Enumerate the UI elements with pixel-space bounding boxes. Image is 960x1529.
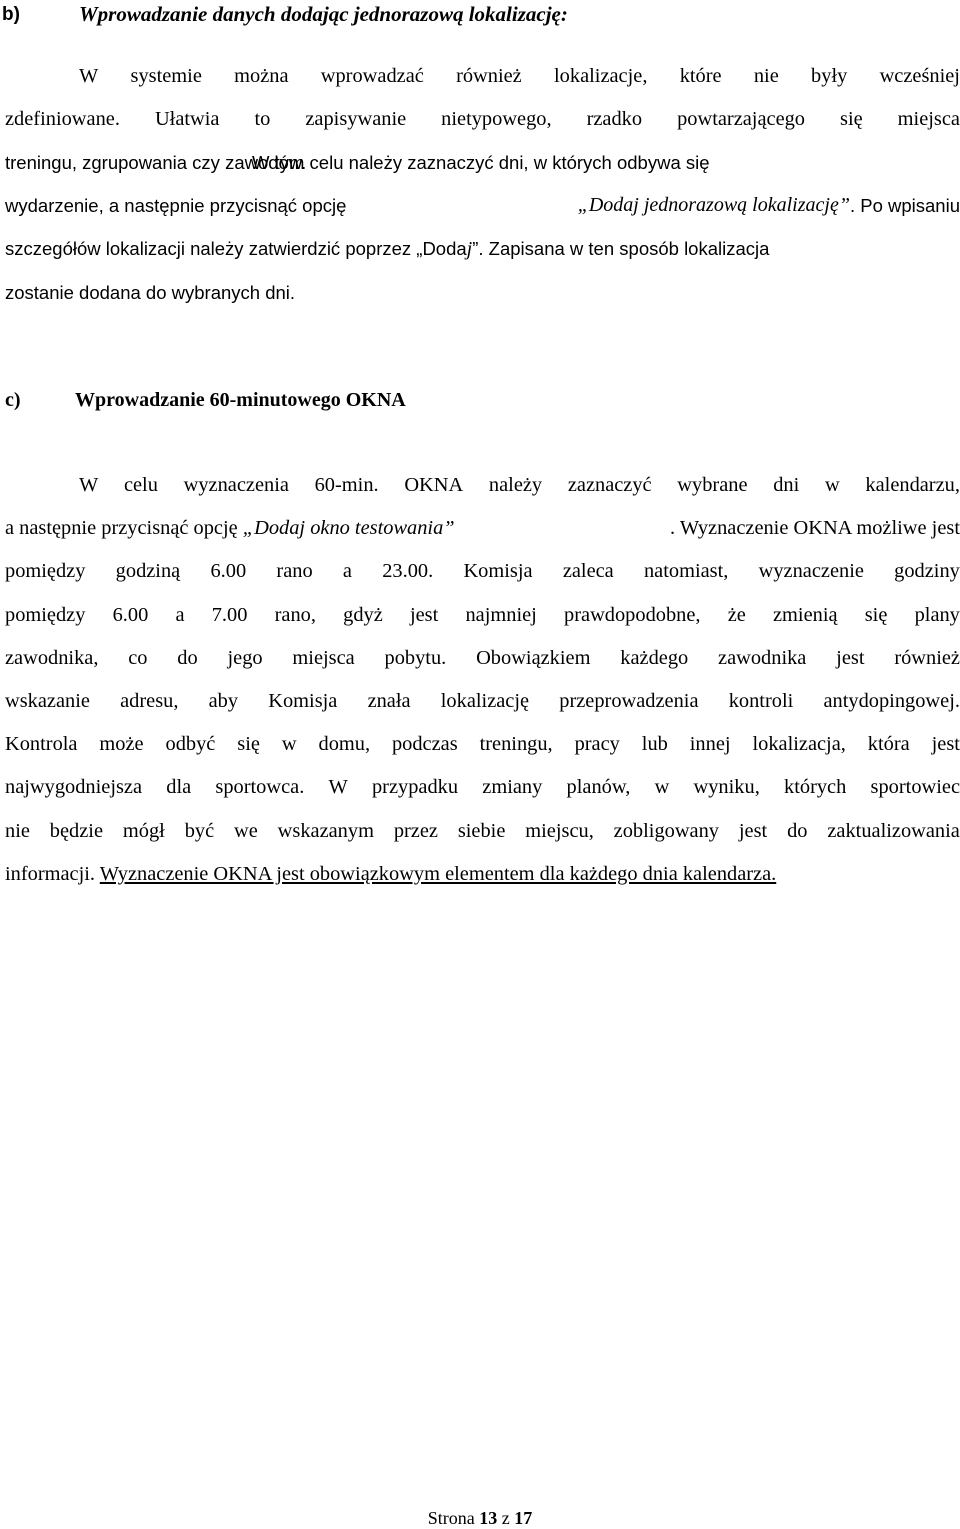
word: dla bbox=[166, 776, 192, 799]
word: jego bbox=[227, 646, 263, 669]
word: w bbox=[654, 776, 670, 799]
word: jest bbox=[931, 733, 960, 756]
word: których bbox=[784, 776, 847, 799]
word: wprowadzać bbox=[320, 65, 424, 87]
word: do bbox=[787, 819, 808, 842]
word: każdego bbox=[620, 646, 689, 669]
word: również bbox=[894, 646, 960, 669]
word: być bbox=[184, 819, 215, 842]
word: Kontrola bbox=[5, 733, 78, 756]
word: zmiany bbox=[482, 776, 543, 799]
word: Komisja bbox=[463, 560, 533, 583]
word: wyniku, bbox=[693, 776, 760, 799]
paragraph-text: W tym celu należy zaznaczyć dni, w których odbywa się bbox=[252, 152, 710, 173]
word: rano, bbox=[274, 603, 316, 626]
footer-of: z bbox=[501, 1508, 510, 1528]
word: rzadko bbox=[586, 108, 643, 131]
word: nie bbox=[753, 65, 779, 87]
paragraph-text: . Po wpisaniu bbox=[849, 195, 960, 217]
word: nie bbox=[5, 819, 30, 842]
word: godziny bbox=[894, 560, 960, 583]
word: przypadku bbox=[371, 776, 459, 799]
word: w bbox=[824, 474, 840, 496]
word: nietypowego, bbox=[441, 108, 552, 131]
section-b-title: Wprowadzanie danych dodając jednorazową lokalizację: bbox=[79, 2, 568, 26]
word: odbyć bbox=[165, 733, 216, 756]
word: Komisja bbox=[268, 689, 338, 712]
word: siebie bbox=[457, 819, 506, 842]
word: podczas bbox=[391, 733, 458, 756]
word: znała bbox=[367, 689, 411, 712]
word: W bbox=[328, 776, 348, 799]
paragraph-line bbox=[5, 680, 960, 723]
word: zawodnika, bbox=[5, 646, 99, 669]
word: przeprowadzenia bbox=[559, 689, 699, 712]
word: wskazanie bbox=[5, 689, 90, 712]
section-c-paragraph bbox=[5, 464, 960, 896]
paragraph-line bbox=[5, 98, 960, 141]
word: godziną bbox=[115, 560, 181, 583]
word: sportowca. bbox=[215, 776, 305, 799]
paragraph-line bbox=[5, 853, 960, 896]
current-page-number: 13 bbox=[479, 1508, 498, 1528]
paragraph-line bbox=[5, 141, 960, 184]
word: wybrane bbox=[677, 474, 748, 496]
word: co bbox=[128, 646, 148, 669]
word: były bbox=[811, 65, 848, 87]
word: gdyż bbox=[343, 603, 383, 626]
word: będzie bbox=[49, 819, 104, 842]
word: natomiast, bbox=[643, 560, 729, 583]
word: może bbox=[99, 733, 144, 756]
word: jest bbox=[836, 646, 865, 669]
word: która bbox=[867, 733, 910, 756]
paragraph-text: a następnie przycisnąć opcję bbox=[5, 517, 243, 540]
word: celu bbox=[123, 474, 158, 496]
word: również bbox=[456, 65, 522, 87]
paragraph-line bbox=[5, 507, 960, 550]
word: można bbox=[234, 65, 289, 87]
section-b-paragraph bbox=[5, 55, 960, 141]
word: pomiędzy bbox=[5, 603, 86, 626]
word: 23.00. bbox=[382, 560, 434, 583]
paragraph-line bbox=[5, 594, 960, 637]
word: W bbox=[79, 474, 99, 496]
paragraph-line bbox=[5, 550, 960, 593]
word: treningu, bbox=[479, 733, 553, 756]
word: Obowiązkiem bbox=[476, 646, 591, 669]
paragraph-text: wydarzenie, a następnie przycisnąć opcję bbox=[5, 195, 347, 217]
word: pobytu. bbox=[384, 646, 447, 669]
total-pages: 17 bbox=[514, 1508, 533, 1528]
word: miejsca bbox=[292, 646, 355, 669]
word: powtarzającego bbox=[677, 108, 806, 131]
word: pracy bbox=[574, 733, 620, 756]
word: adresu, bbox=[120, 689, 179, 712]
word: zapisywanie bbox=[305, 108, 407, 131]
word: zaznaczyć bbox=[567, 474, 652, 496]
word: jest bbox=[409, 603, 439, 626]
word: najwygodniejsza bbox=[5, 776, 143, 799]
option-name: j bbox=[466, 238, 473, 261]
word: jest bbox=[738, 819, 768, 842]
paragraph-line bbox=[5, 227, 960, 270]
section-c-marker: c) bbox=[5, 389, 21, 411]
word: się bbox=[840, 108, 863, 131]
word: miejscu, bbox=[525, 819, 594, 842]
word: najmniej bbox=[465, 603, 537, 626]
word: miejsca bbox=[897, 108, 960, 131]
paragraph-line: zostanie dodana do wybranych dni. bbox=[5, 281, 296, 303]
word: mógł bbox=[122, 819, 165, 842]
paragraph-line bbox=[5, 723, 960, 766]
word: zaleca bbox=[562, 560, 614, 583]
word: sportowiec bbox=[870, 776, 960, 799]
paragraph-text: ”. Zapisana w ten sposób lokalizacja bbox=[472, 238, 770, 260]
word: antydopingowej. bbox=[823, 689, 960, 712]
paragraph-text: szczegółów lokalizacji należy zatwierdzić poprzez „Doda bbox=[5, 238, 467, 260]
word: się bbox=[237, 733, 260, 756]
option-name: „Dodaj jednorazową lokalizację” bbox=[577, 194, 850, 217]
paragraph-line: treningu, zgrupowania czy zawodów. bbox=[5, 152, 307, 173]
word: które bbox=[679, 65, 722, 87]
word: się bbox=[864, 603, 888, 626]
word: lokalizacja, bbox=[752, 733, 846, 756]
paragraph-line bbox=[5, 55, 960, 98]
word: lokalizację bbox=[440, 689, 530, 712]
word: OKNA bbox=[404, 474, 464, 496]
option-name: „Dodaj okno testowania” bbox=[242, 517, 455, 540]
word: wyznaczenia bbox=[183, 474, 289, 496]
word: Ułatwia bbox=[154, 108, 220, 131]
section-b-marker: b) bbox=[2, 4, 20, 25]
word: domu, bbox=[318, 733, 371, 756]
word: w bbox=[281, 733, 297, 756]
section-b-sans-block bbox=[5, 141, 960, 314]
word: dni bbox=[773, 474, 800, 496]
word: wyznaczenie bbox=[758, 560, 864, 583]
word: a bbox=[342, 560, 352, 583]
word: do bbox=[177, 646, 198, 669]
section-c-title: Wprowadzanie 60-minutowego OKNA bbox=[75, 389, 406, 411]
word: że bbox=[727, 603, 746, 626]
word: przez bbox=[393, 819, 438, 842]
word: 6.00 bbox=[112, 603, 149, 626]
word: 7.00 bbox=[211, 603, 248, 626]
word: W bbox=[79, 65, 99, 87]
word: prawdopodobne, bbox=[564, 603, 701, 626]
word: aby bbox=[208, 689, 239, 712]
word: zmienią bbox=[773, 603, 838, 626]
word: lokalizacje, bbox=[554, 65, 648, 87]
word: kalendarzu, bbox=[865, 474, 960, 496]
word: zawodnika bbox=[718, 646, 807, 669]
paragraph-line bbox=[5, 637, 960, 680]
paragraph-text: informacji. bbox=[5, 862, 100, 885]
word: lub bbox=[641, 733, 668, 756]
word: innej bbox=[689, 733, 731, 756]
word: rano bbox=[276, 560, 313, 583]
word: systemie bbox=[130, 65, 202, 87]
word: 6.00 bbox=[210, 560, 247, 583]
paragraph-line bbox=[5, 464, 960, 507]
word: plany bbox=[914, 603, 960, 626]
underlined-statement: Wyznaczenie OKNA jest obowiązkowym elementem dla każdego dnia kalendarza. bbox=[99, 862, 777, 885]
word: a bbox=[175, 603, 185, 626]
word: to bbox=[254, 108, 271, 131]
word: kontroli bbox=[728, 689, 794, 712]
word: zdefiniowane. bbox=[5, 108, 120, 131]
footer-prefix: Strona bbox=[427, 1508, 475, 1528]
word: wcześniej bbox=[879, 65, 960, 87]
word: we bbox=[234, 819, 258, 842]
word: należy bbox=[488, 474, 543, 496]
paragraph-line bbox=[5, 810, 960, 853]
paragraph-line bbox=[5, 184, 960, 227]
word: wskazanym bbox=[277, 819, 374, 842]
word: 60-min. bbox=[314, 474, 379, 496]
word: zaktualizowania bbox=[827, 819, 960, 842]
word: zobligowany bbox=[613, 819, 720, 842]
paragraph-line bbox=[5, 766, 960, 809]
word: pomiędzy bbox=[5, 560, 86, 583]
paragraph-text: . Wyznaczenie OKNA możliwe jest bbox=[670, 517, 960, 540]
word: planów, bbox=[566, 776, 631, 799]
